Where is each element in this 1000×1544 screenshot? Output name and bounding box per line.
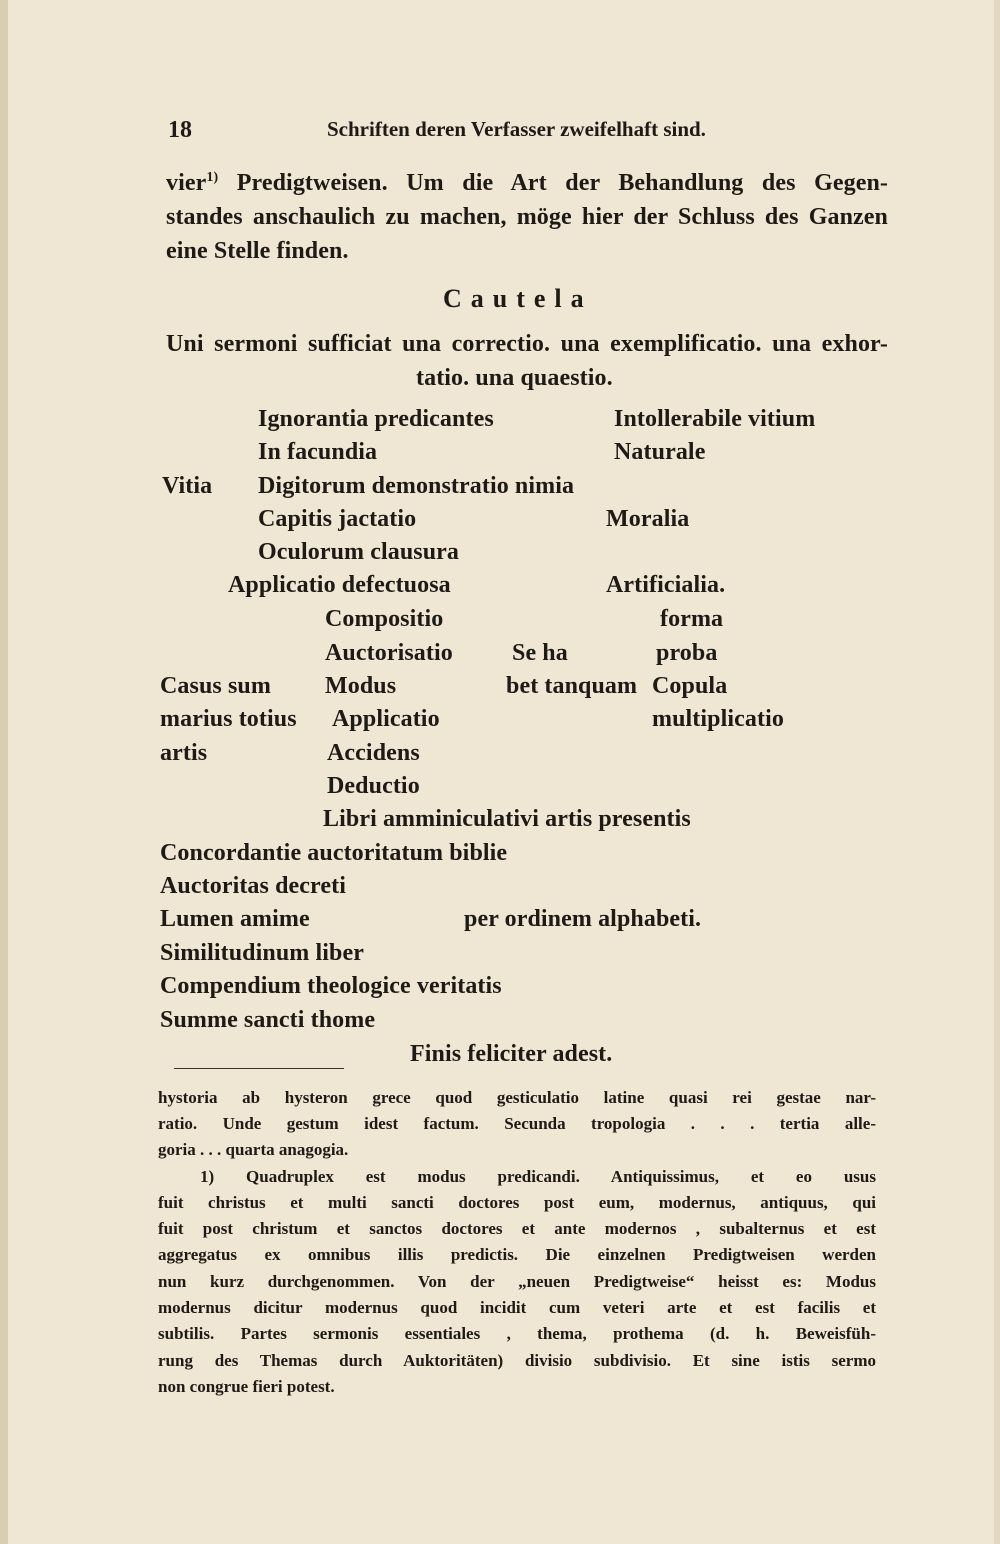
footnote-1-line: aggregatus ex omnibus illis predictis. Die einzelnen Predigtweisen werden xyxy=(158,1245,876,1264)
footnote-1-line: subtilis. Partes sermonis essentiales , thema, prothema (d. h. Beweisfüh- xyxy=(158,1324,876,1343)
casus-right-item: Copula xyxy=(652,673,728,699)
vitia-item: In facundia xyxy=(258,439,378,465)
vitia-item: Digitorum demonstratio nimia xyxy=(258,473,575,499)
vitia-item: Ignorantia predicantes xyxy=(258,406,494,432)
casus-right-item: multiplicatio xyxy=(652,706,784,732)
intro-line-2: standes anschaulich zu machen, möge hier der Schluss des Ganzen xyxy=(166,204,888,230)
footnote-1-line: modernus dicitur modernus quod incidit cum veteri arte et est facilis et xyxy=(158,1298,876,1317)
libri-item: Concordantie auctoritatum biblie xyxy=(160,840,508,866)
libri-note: per ordinem alphabeti. xyxy=(464,906,702,932)
page-binding-edge xyxy=(0,0,8,1544)
section-title: Cautela xyxy=(443,284,593,313)
footnote-1-line: nun kurz durchgenommen. Von der „neuen Predigtweise“ heisst es: Modus xyxy=(158,1272,876,1291)
vitia-category: Naturale xyxy=(614,439,706,465)
intro-line-1-rest: Predigtweisen. Um die Art der Behandlung des Gegen- xyxy=(236,170,888,196)
casus-item: Auctorisatio xyxy=(325,640,453,666)
intro-line-3: eine Stelle finden. xyxy=(166,238,349,264)
casus-label: artis xyxy=(160,740,208,766)
footnote-mark[interactable]: 1) xyxy=(206,170,219,185)
cautela-line-1: Uni sermoni sufficiat una correctio. una exemplificatio. una exhor- xyxy=(166,331,888,357)
footnote-1-line: 1) Quadruplex est modus predicandi. Antiquissimus, et eo usus xyxy=(200,1167,876,1186)
intro-line-1 xyxy=(166,170,888,197)
footnote-continued-line: goria . . . quarta anagogia. xyxy=(158,1140,349,1159)
page-number: 18 xyxy=(168,117,192,143)
footnote-rule xyxy=(174,1068,344,1069)
se-habet-text: Se ha xyxy=(512,640,568,666)
casus-right-item: forma xyxy=(660,606,724,632)
vitia-category: Intollerabile vitium xyxy=(614,406,816,432)
casus-item: Compositio xyxy=(325,606,444,632)
casus-item: Applicatio xyxy=(332,706,440,732)
libri-item: Lumen amime xyxy=(160,906,310,932)
vitia-item: Applicatio defectuosa xyxy=(228,572,451,598)
vitia-label: Vitia xyxy=(162,473,213,499)
cautela-line-2: tatio. una quaestio. xyxy=(416,365,613,391)
casus-right-item: proba xyxy=(656,640,718,666)
footnote-1-line: fuit christus et multi sancti doctores post eum, modernus, antiquus, qui xyxy=(158,1193,876,1212)
casus-item: Modus xyxy=(325,673,397,699)
intro-word: vier xyxy=(166,170,207,196)
footnote-continued-line: ratio. Unde gestum idest factum. Secunda tropologia . . . tertia alle- xyxy=(158,1114,876,1133)
casus-item: Accidens xyxy=(327,740,420,766)
se-habet-text: bet tanquam xyxy=(506,673,638,699)
vitia-item: Capitis jactatio xyxy=(258,506,417,532)
libri-heading: Libri amminiculativi artis presentis xyxy=(323,806,691,832)
casus-label: marius totius xyxy=(160,706,297,732)
libri-item: Similitudinum liber xyxy=(160,940,364,966)
vitia-item: Oculorum clausura xyxy=(258,539,460,565)
page-right-edge xyxy=(994,0,1000,1544)
casus-item: Deductio xyxy=(327,773,420,799)
running-title: Schriften deren Verfasser zweifelhaft sind. xyxy=(327,117,706,141)
vitia-category: Moralia xyxy=(606,506,690,532)
libri-item: Summe sancti thome xyxy=(160,1007,376,1033)
libri-item: Auctoritas decreti xyxy=(160,873,346,899)
footnote-1-line: rung des Themas durch Auktoritäten) divisio subdivisio. Et sine istis sermo xyxy=(158,1351,876,1370)
footnote-continued-line: hystoria ab hysteron grece quod gesticulatio latine quasi rei gestae nar- xyxy=(158,1088,876,1107)
casus-label: Casus sum xyxy=(160,673,271,699)
libri-item: Compendium theologice veritatis xyxy=(160,973,502,999)
vitia-category: Artificialia. xyxy=(606,572,726,598)
footnote-1-line: fuit post christum et sanctos doctores et ante modernos , subalternus et est xyxy=(158,1219,876,1238)
finis-line: Finis feliciter adest. xyxy=(410,1041,613,1067)
footnote-1-line: non congrue fieri potest. xyxy=(158,1377,335,1396)
